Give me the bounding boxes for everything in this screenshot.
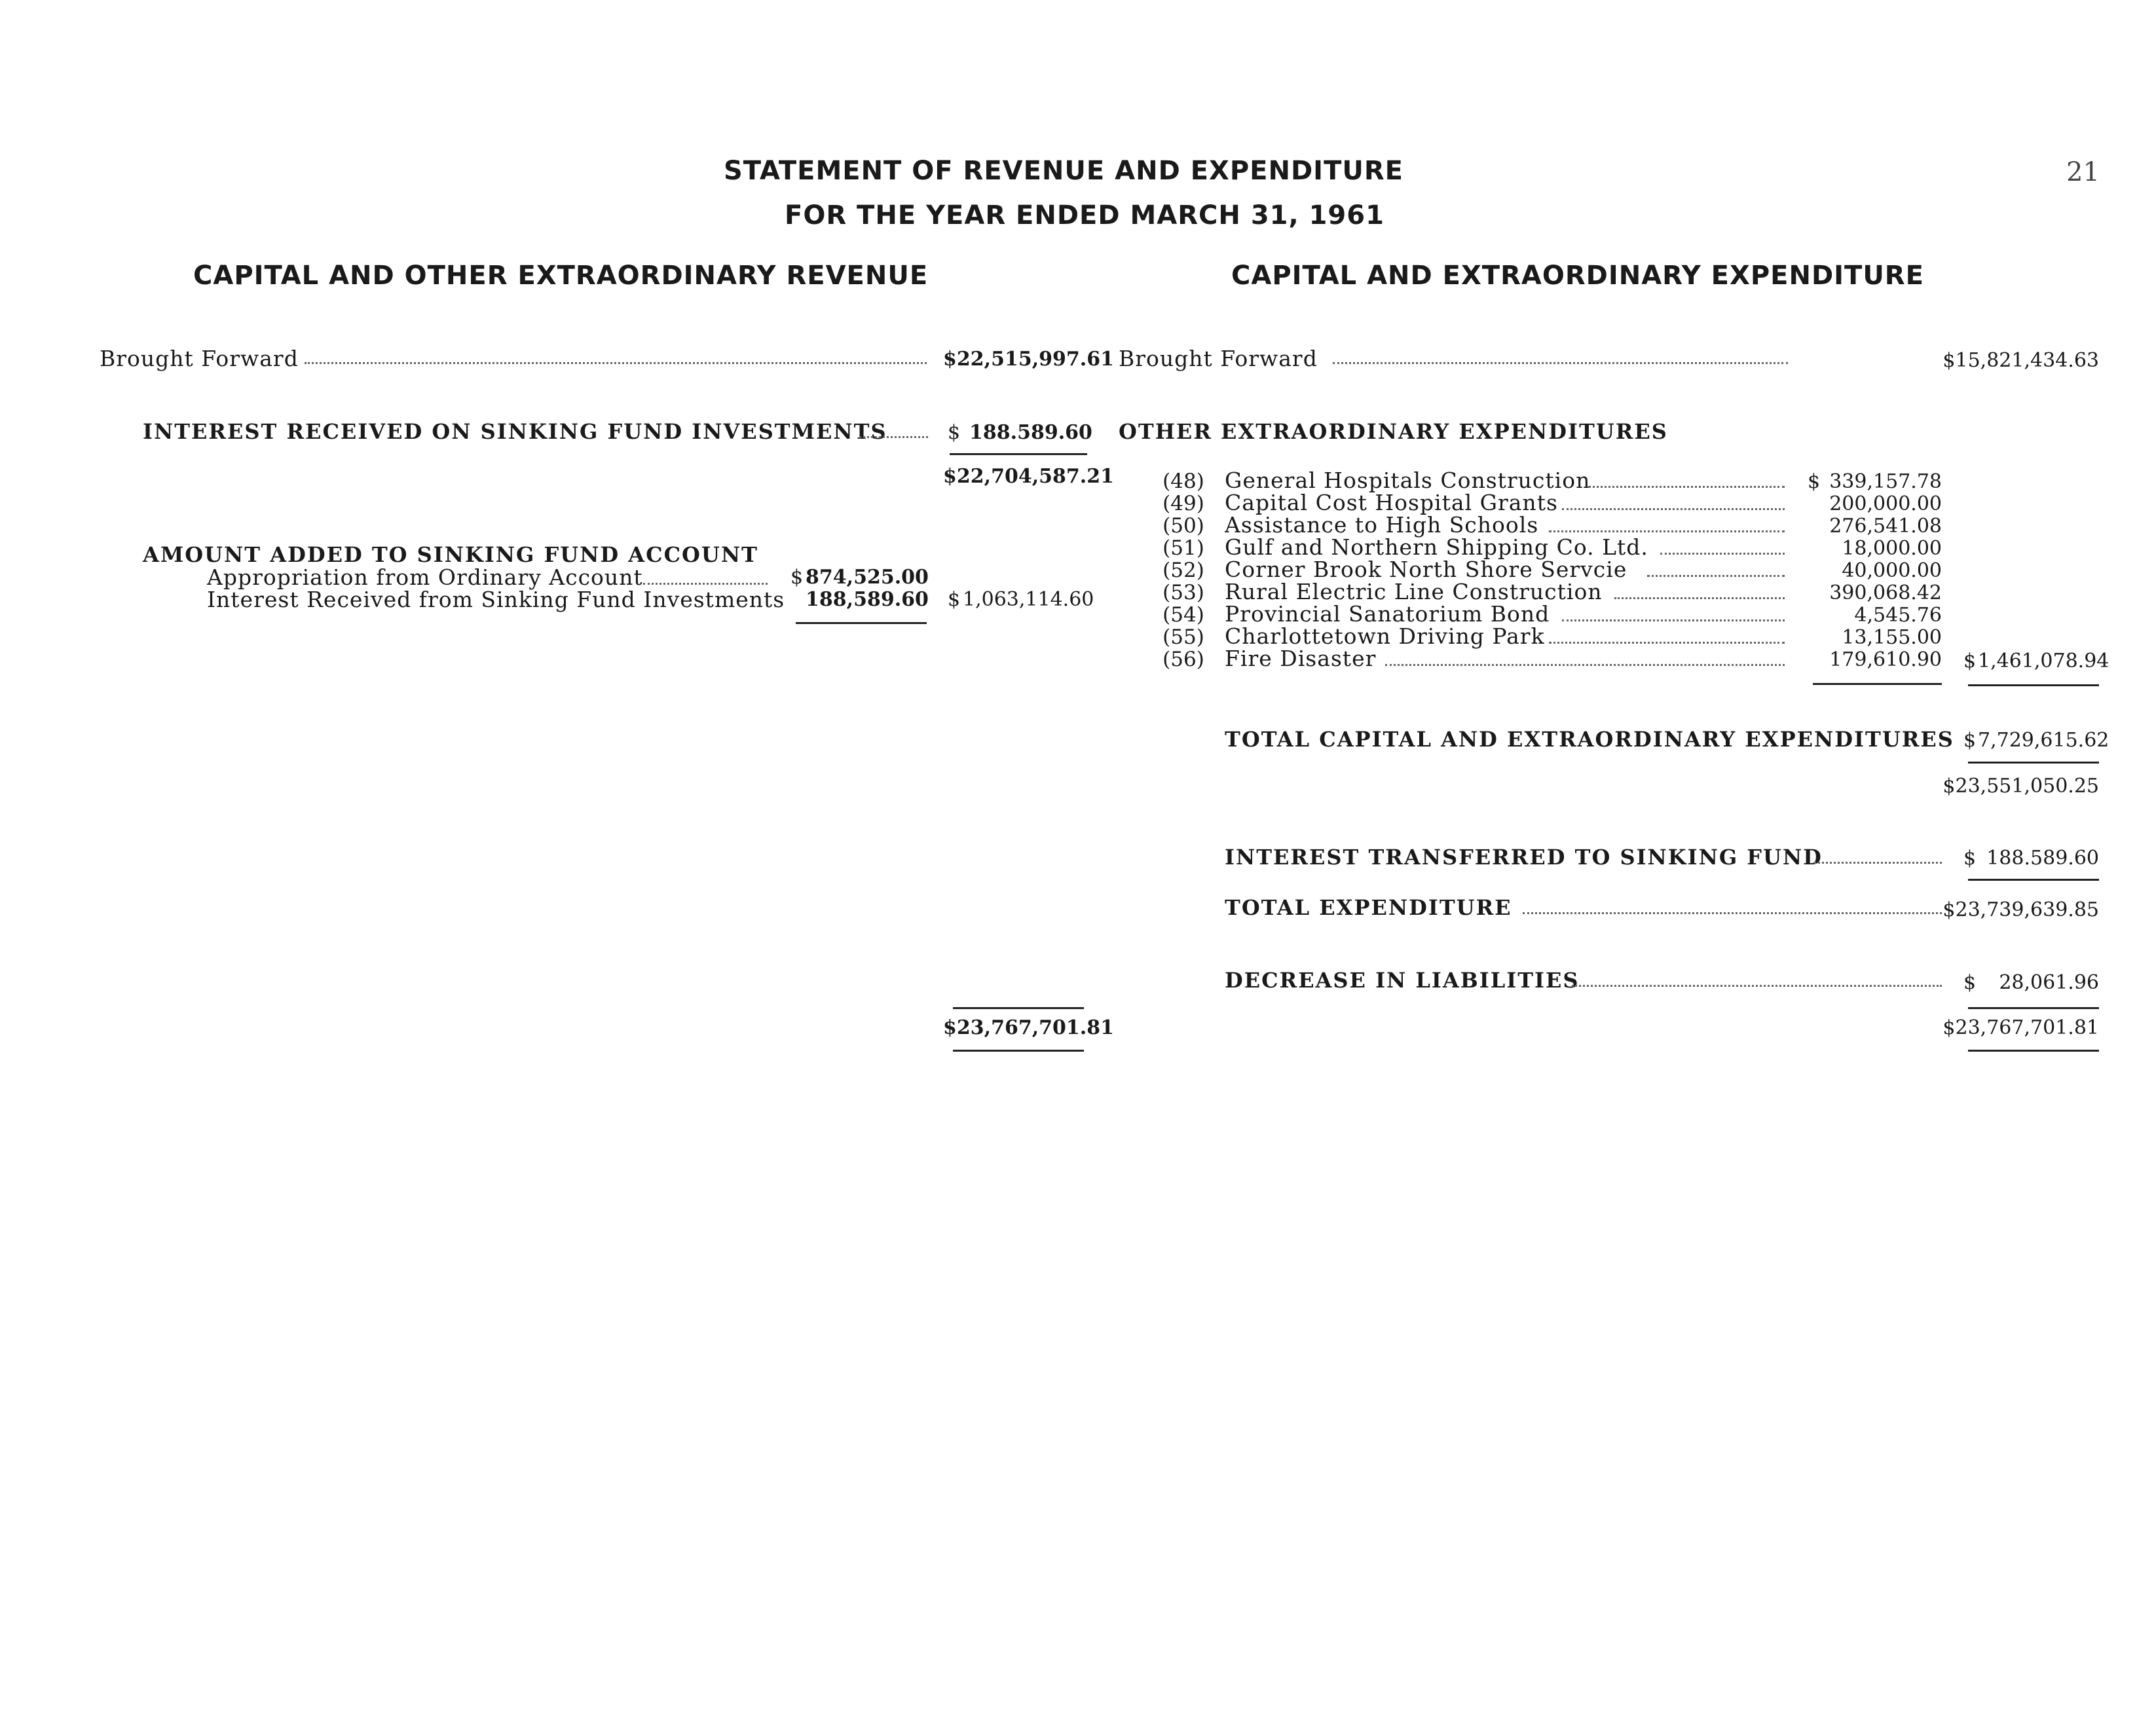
item-label: Assistance to High Schools <box>1225 512 1539 538</box>
rule <box>796 622 927 624</box>
total-expenditure-label: TOTAL EXPENDITURE <box>1225 895 1512 920</box>
rule <box>1968 762 2099 764</box>
interest-received-heading: INTEREST RECEIVED ON SINKING FUND INVESTMENTS <box>143 419 887 444</box>
rule <box>953 1050 1084 1052</box>
revenue-heading: CAPITAL AND OTHER EXTRAORDINARY REVENUE <box>193 261 929 291</box>
total-capital-dollar: $ <box>1963 729 1977 752</box>
item-code: (52) <box>1162 559 1204 582</box>
rule <box>953 1007 1084 1009</box>
decrease-liabilities-dollar: $ <box>1963 971 1977 994</box>
decrease-liabilities-label: DECREASE IN LIABILITIES <box>1225 968 1580 993</box>
rule <box>1968 1007 2099 1009</box>
expenditure-brought-forward-amount: $15,821,434.63 <box>1942 349 2099 372</box>
item-amount: 200,000.00 <box>1829 492 1942 515</box>
item-label: Gulf and Northern Shipping Co. Ltd. <box>1225 534 1648 560</box>
interest-received-dollar: $ <box>948 421 961 444</box>
interest-received-sinking-label: Interest Received from Sinking Fund Investments <box>207 587 785 612</box>
dot-leader <box>1523 912 1942 914</box>
item-label: Provincial Sanatorium Bond <box>1225 601 1550 627</box>
item-label: Fire Disaster <box>1225 646 1377 671</box>
item-label: Corner Brook North Shore Servcie <box>1225 557 1627 582</box>
interest-received-amount: 188.589.60 <box>969 421 1092 444</box>
expenditure-subtotal: $23,551,050.25 <box>1942 775 2099 798</box>
item-label: Capital Cost Hospital Grants <box>1225 490 1558 515</box>
item-amount: 390,068.42 <box>1829 581 1942 604</box>
rule <box>1813 683 1942 685</box>
item-code: (48) <box>1162 470 1204 493</box>
expenditure-heading: CAPITAL AND EXTRAORDINARY EXPENDITURE <box>1231 261 1924 291</box>
interest-transferred-label: INTEREST TRANSFERRED TO SINKING FUND <box>1225 845 1823 870</box>
revenue-brought-forward-label: Brought Forward <box>100 346 299 371</box>
item-code: (50) <box>1162 514 1204 538</box>
page-title: STATEMENT OF REVENUE AND EXPENDITURE <box>724 156 1403 186</box>
item-label: Rural Electric Line Construction <box>1225 579 1603 604</box>
item-label: General Hospitals Construction <box>1225 468 1591 493</box>
dot-leader <box>1614 597 1785 599</box>
items-dollar: $ <box>1808 470 1821 493</box>
expenditure-grand-total: $23,767,701.81 <box>1942 1016 2099 1039</box>
item-code: (55) <box>1162 625 1204 649</box>
appropriation-label: Appropriation from Ordinary Account <box>207 564 643 590</box>
dot-leader <box>1562 508 1785 510</box>
dot-leader <box>859 436 928 438</box>
appropriation-dollar: $ <box>790 566 804 589</box>
dot-leader <box>1549 642 1785 644</box>
item-code: (49) <box>1162 492 1204 515</box>
other-extraordinary-heading: OTHER EXTRAORDINARY EXPENDITURES <box>1119 419 1668 444</box>
sinking-fund-heading: AMOUNT ADDED TO SINKING FUND ACCOUNT <box>143 542 758 567</box>
item-amount: 339,157.78 <box>1829 470 1942 493</box>
interest-transferred-dollar: $ <box>1963 847 1977 870</box>
decrease-liabilities-amount: 28,061.96 <box>1999 971 2099 994</box>
item-code: (53) <box>1162 581 1204 604</box>
item-label: Charlottetown Driving Park <box>1225 623 1545 649</box>
page-subtitle: FOR THE YEAR ENDED MARCH 31, 1961 <box>785 200 1385 231</box>
dot-leader <box>1814 862 1942 864</box>
dot-leader <box>1385 664 1785 666</box>
dot-leader <box>1572 985 1942 987</box>
appropriation-amount: 874,525.00 <box>806 566 929 589</box>
expenditure-brought-forward-label: Brought Forward <box>1119 346 1318 371</box>
rule <box>950 453 1087 455</box>
rule <box>1968 1050 2099 1052</box>
item-amount: 40,000.00 <box>1842 559 1942 582</box>
dot-leader <box>1562 619 1785 621</box>
dot-leader <box>1660 553 1785 555</box>
item-code: (54) <box>1162 603 1204 627</box>
revenue-grand-total: $23,767,701.81 <box>943 1016 1114 1039</box>
revenue-brought-forward-amount: $22,515,997.61 <box>943 348 1114 371</box>
item-amount: 13,155.00 <box>1842 626 1942 649</box>
page-number: 21 <box>2066 157 2100 187</box>
dot-leader <box>305 362 927 364</box>
items-total-dollar: $ <box>1963 650 1977 673</box>
dot-leader <box>1549 530 1785 532</box>
item-amount: 4,545.76 <box>1854 604 1942 627</box>
items-total-amount: 1,461,078.94 <box>1978 650 2110 673</box>
dot-leader <box>1588 486 1785 488</box>
item-code: (56) <box>1162 648 1204 671</box>
item-amount: 18,000.00 <box>1842 537 1942 560</box>
total-capital-amount: 7,729,615.62 <box>1978 729 2110 752</box>
interest-transferred-amount: 188.589.60 <box>1986 847 2099 870</box>
dot-leader <box>1333 362 1788 364</box>
total-capital-label: TOTAL CAPITAL AND EXTRAORDINARY EXPENDITURES <box>1225 727 1954 752</box>
revenue-subtotal: $22,704,587.21 <box>943 465 1114 488</box>
sinking-total-dollar: $ <box>948 588 961 611</box>
item-amount: 276,541.08 <box>1829 515 1942 538</box>
item-amount: 179,610.90 <box>1829 648 1942 671</box>
rule <box>1968 684 2099 686</box>
dot-leader <box>1647 575 1785 577</box>
interest-received-sinking-amount: 188,589.60 <box>806 588 929 611</box>
dot-leader <box>643 583 768 585</box>
total-expenditure-amount: $23,739,639.85 <box>1942 898 2099 921</box>
item-code: (51) <box>1162 536 1204 560</box>
sinking-total-amount: 1,063,114.60 <box>963 588 1094 611</box>
rule <box>1968 879 2099 881</box>
